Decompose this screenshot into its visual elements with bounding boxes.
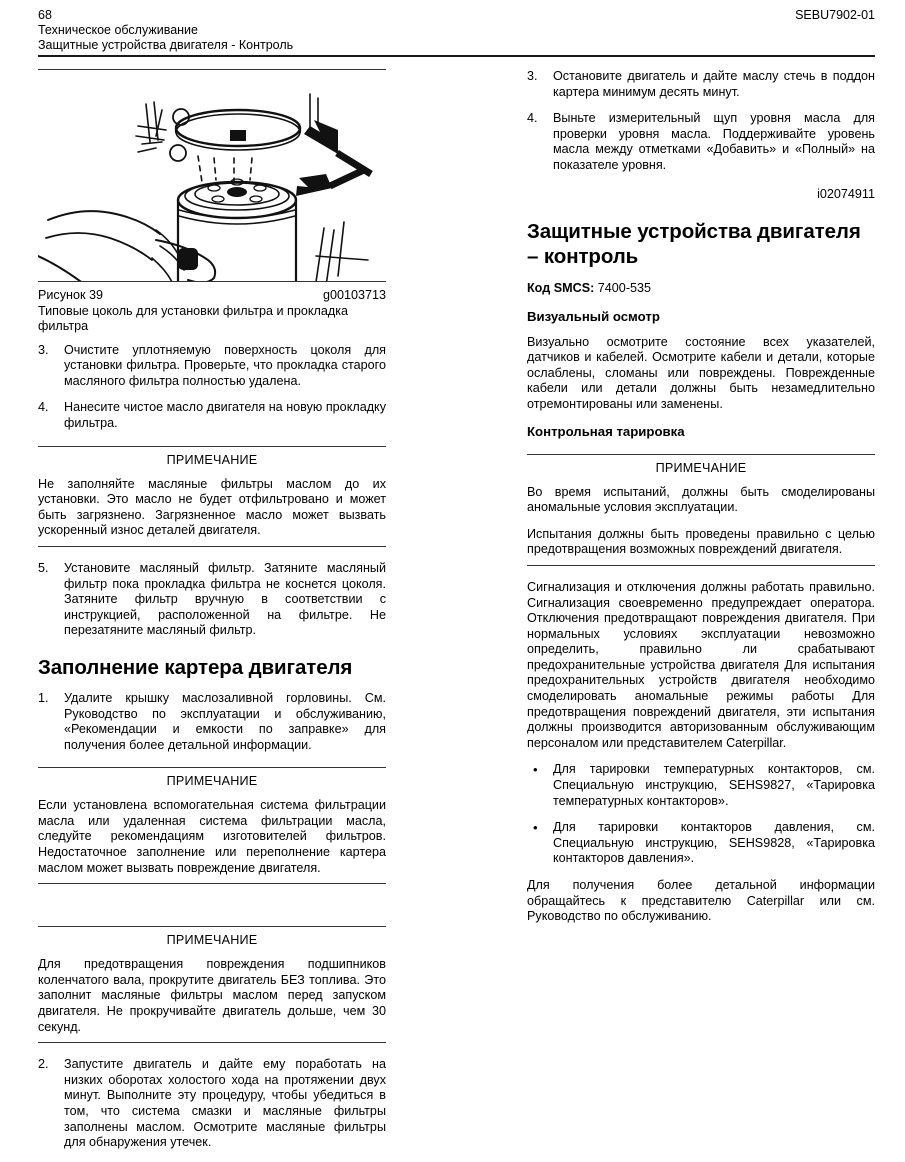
left-column [38, 69, 386, 1162]
notice-paragraph: Не заполняйте масляные фильтры маслом до их установки. Это масло не будет отфильтровано и может быть загрязнено. Загрязненное масло может вызвать ускоренный износ деталей двигателя. [38, 476, 386, 538]
crankcase-steps-list-1 [38, 691, 386, 753]
list-item-text: Нанесите чистое масло двигателя на новую прокладку фильтра. [64, 400, 386, 430]
sub-heading-visual-inspection: Визуальный осмотр [527, 308, 660, 324]
list-item-marker: 4. [527, 111, 538, 126]
list-item [38, 343, 386, 390]
filter-steps-list-2 [38, 561, 386, 639]
list-item-text: Для тарировки контакторов давления, см. Специальную инструкцию, SEHS9828, «Тарировка контакторов давления». [553, 820, 875, 866]
list-item [527, 111, 875, 173]
notice-box-2 [38, 767, 386, 884]
column-gutter [386, 69, 527, 1162]
list-item-text: Очистите уплотняемую поверхность цоколя для установки фильтра. Проверьте, что прокладка старого масляного фильтра полностью удалена. [64, 342, 386, 388]
list-item [38, 400, 386, 431]
figure-graphic-id: g00103713 [322, 288, 386, 302]
crankcase-steps-list-2 [38, 1057, 386, 1151]
notice-paragraph: Во время испытаний, должны быть смоделированы аномальные условия эксплуатации. [527, 484, 875, 515]
list-item-text: Удалите крышку маслозаливной горловины. См. Руководство по эксплуатации и обслуживанию, «Рекомендации и емкости по заправке» для получения более детальной информации. [64, 690, 386, 752]
smcs-code-line [527, 280, 875, 296]
oil-level-steps-list [527, 69, 875, 174]
reference-code: i02074911 [817, 186, 875, 201]
list-item [527, 820, 875, 867]
list-item-marker: 1. [38, 690, 49, 705]
list-item-text: Остановите двигатель и дайте маслу стечь в поддон картера минимум десять минут. [553, 69, 875, 99]
right-column [527, 69, 875, 1162]
notice-title: ПРИМЕЧАНИЕ [655, 460, 747, 475]
list-item [38, 1057, 386, 1151]
filter-steps-list-1 [38, 343, 386, 432]
section-heading-crankcase-fill: Заполнение картера двигателя [38, 655, 353, 679]
list-item [38, 691, 386, 753]
header-divider-rule [38, 55, 875, 57]
two-column-body [38, 69, 875, 1162]
closing-paragraph: Для получения более детальной информации обращайтесь к представителю Caterpillar или см. Руководство по обслуживанию. [527, 878, 875, 924]
smcs-label: Код SMCS: [527, 280, 595, 295]
bullet-icon: • [533, 820, 538, 836]
header-section-line-1: Техническое обслуживание [38, 23, 198, 37]
figure-description: Типовые цоколь для установки фильтра и прокладка фильтра [38, 304, 348, 334]
list-item-text: Для тарировки температурных контакторов, см. Специальную инструкцию, SEHS9827, «Тарировка температурных контакторов». [553, 762, 875, 808]
notice-paragraph: Для предотвращения повреждения подшипников коленчатого вала, прокрутите двигатель БЕЗ топлива. Это заполнит масляные фильтры маслом перед запуском двигателя. Не прокручивайте двигатель дольше, чем 30 секунд. [38, 957, 386, 1034]
list-item-text: Выньте измерительный щуп уровня масла для проверки уровня масла. Поддерживайте уровень масла между отметками «Добавить» и «Полный» на показателе уровня. [553, 111, 875, 172]
notice-paragraph: Если установлена вспомогательная система фильтрации масла или удаленная система фильтрации масла, следуйте рекомендациям изготовителей фильтров. Недостаточное заполнение или переполнение картера маслом может вызвать повреждение двигателя. [38, 798, 386, 875]
smcs-value: 7400-535 [597, 280, 652, 295]
list-item-text: Установите масляный фильтр. Затяните масляный фильтр пока прокладка фильтра не коснется цоколя. Затяните фильтр вручную в соответствии с инструкцией, расположенной на фильтре. Не перезатяните масляный фильтр. [64, 560, 386, 638]
figure-caption-row [38, 288, 386, 304]
notice-box-1 [38, 446, 386, 547]
special-instruction-bullets [527, 762, 875, 867]
notice-box-right-1 [527, 454, 875, 566]
list-item-marker: 3. [38, 342, 49, 357]
notice-box-3 [38, 926, 386, 1043]
list-item-marker: 5. [38, 560, 49, 575]
list-item-marker: 2. [38, 1057, 49, 1072]
notice-title: ПРИМЕЧАНИЕ [166, 774, 258, 789]
notice-gap-spacer [38, 898, 386, 912]
sub-heading-calibration-check: Контрольная тарировка [527, 423, 685, 439]
list-item [38, 561, 386, 639]
list-item-text: Запустите двигатель и дайте ему поработать на низких оборотах холостого хода на протяжении двух минут. Выполните эту процедуру, чтобы убедиться в том, что система смазки и масляные фильтры заполнены маслом. Осмотрите масляные фильтры для обнаружения утечек. [64, 1057, 386, 1150]
oil-filter-in-hand-illustration [38, 70, 386, 281]
page-header [38, 8, 875, 54]
header-section-line-2: Защитные устройства двигателя - Контроль [38, 38, 294, 52]
notice-title: ПРИМЕЧАНИЕ [166, 933, 258, 948]
list-item-marker: 4. [38, 400, 49, 415]
notice-title: ПРИМЕЧАНИЕ [166, 452, 258, 467]
section-heading-engine-protection: Защитные устройства двигателя – контроль [527, 219, 861, 268]
figure-number: Рисунок 39 [38, 288, 104, 302]
list-item [527, 762, 875, 809]
list-item-marker: 3. [527, 69, 538, 83]
alarm-shutdown-paragraph: Сигнализация и отключения должны работать правильно. Сигнализация своевременно предупреждает оператора. Отключения предотвращают повреждения двигателя. При нормальных условиях эксплуатации невозможно определить, правильно ли срабатывают предохранительные устройства двигателя Для испытания предохранительных устройств двигателя необходимо смоделировать аномальные режимы работы Для предотвращения повреждений двигателя, эти испытания должны производится авторизованным обслуживающим персоналом или представителем Caterpillar. [527, 579, 875, 750]
figure-39-block [38, 69, 386, 282]
list-item [527, 69, 875, 100]
bullet-icon: • [533, 762, 538, 778]
page-number: 68 [38, 8, 52, 22]
visual-inspection-paragraph: Визуально осмотрите состояние всех указателей, датчиков и кабелей. Осмотрите кабели и детали, которые ослаблены, сломаны или повреждены. Поврежденные кабели или детали должны быть незамедлительно отремонтированы или заменены. [527, 334, 875, 411]
notice-paragraph: Испытания должны быть проведены правильно с целью предотвращения возможных повреждений двигателя. [527, 526, 875, 557]
document-number: SEBU7902-01 [795, 8, 875, 22]
